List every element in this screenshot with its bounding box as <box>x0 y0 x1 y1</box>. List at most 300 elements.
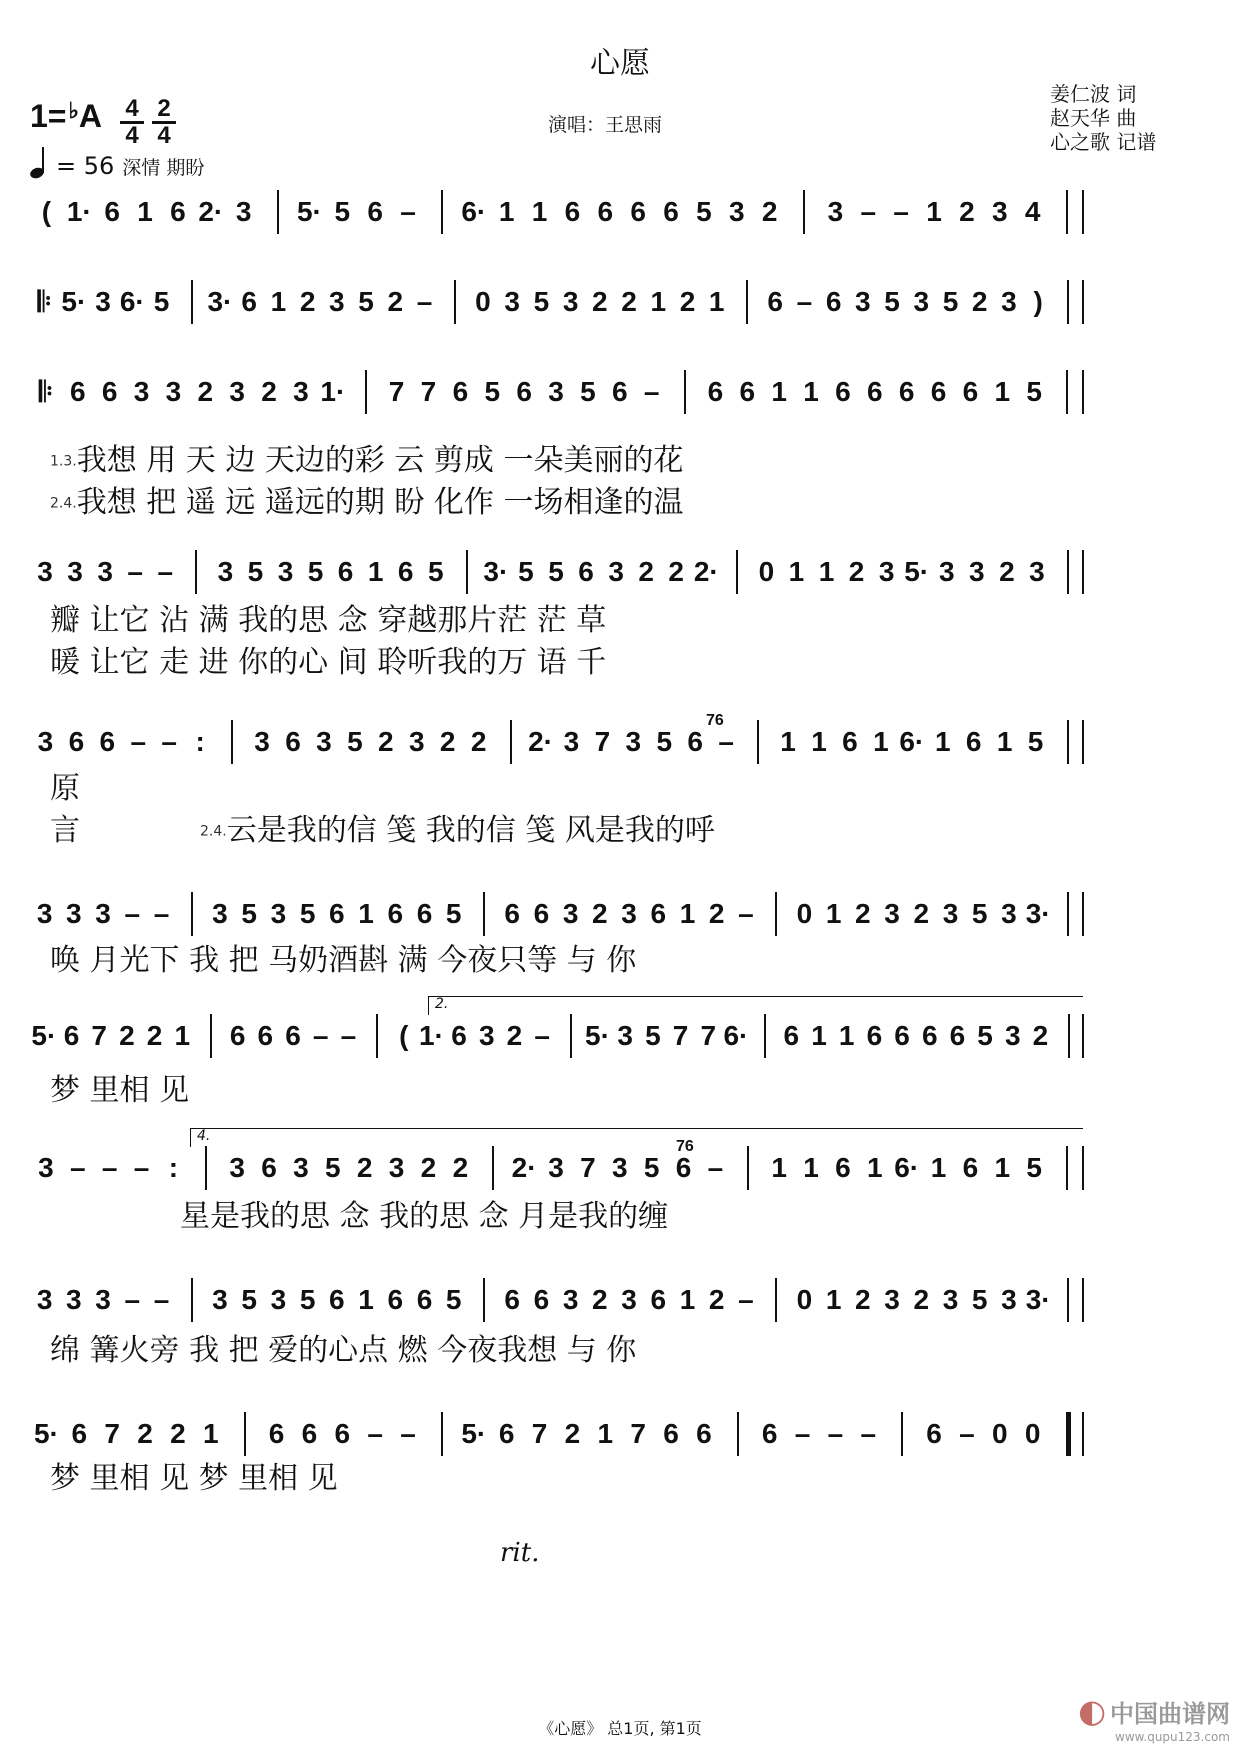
dash-extension: – <box>738 1284 754 1315</box>
lyric-line <box>50 486 683 521</box>
jianpu-note: 2· <box>198 196 224 227</box>
jianpu-note: 3 <box>95 1284 111 1315</box>
jianpu-note: 5 <box>884 286 900 317</box>
lyric-text: 唤 月光下 我 把 马奶酒斟 满 今夜只等 与 你 <box>50 943 637 978</box>
jianpu-note: 6 <box>597 196 614 227</box>
jianpu-note: 2 <box>356 1152 373 1183</box>
jianpu-note: 6 <box>498 1418 515 1449</box>
dash-extension: – <box>959 1418 975 1449</box>
lyric-line <box>50 814 80 848</box>
jianpu-note: 1 <box>803 376 819 407</box>
jianpu-note: 7 <box>420 376 437 407</box>
page-footer: 《心愿》 总1页, 第1页 <box>538 1719 702 1738</box>
jianpu-note: 5 <box>445 898 462 929</box>
jianpu-note: 2 <box>761 196 778 227</box>
barline <box>747 1146 749 1190</box>
jianpu-note: 3 <box>992 196 1008 227</box>
jianpu-note: 6 <box>663 196 679 227</box>
barline <box>376 1014 378 1058</box>
barline <box>736 550 738 594</box>
jianpu-note: 1 <box>994 376 1011 407</box>
jianpu-note: 2 <box>592 286 608 317</box>
jianpu-note: 3 <box>408 726 425 757</box>
jianpu-note: 6 <box>329 898 345 929</box>
dash-extension: – <box>796 286 813 317</box>
jianpu-note: 3 <box>37 726 54 757</box>
barline <box>483 1278 485 1322</box>
jianpu-note: 1 <box>771 1152 787 1183</box>
jianpu-note: 3 <box>254 726 270 757</box>
jianpu-note: 5 <box>241 898 257 929</box>
jianpu-note: 5 <box>299 898 316 929</box>
jianpu-note: 6 <box>229 1020 246 1051</box>
dash-extension: – <box>718 726 734 757</box>
jianpu-note: 0 <box>475 286 491 317</box>
dash-extension: – <box>707 1152 724 1183</box>
verse-number: 2.4. <box>200 823 227 840</box>
jianpu-note: 1 <box>650 286 667 317</box>
jianpu-note: 6 <box>367 196 383 227</box>
jianpu-note: 1 <box>358 1284 374 1315</box>
jianpu-note: 5 <box>942 286 959 317</box>
jianpu-note: 6 <box>334 1418 351 1449</box>
jianpu-note: 6 <box>866 376 883 407</box>
jianpu-note: 6 <box>696 1418 712 1449</box>
barline <box>570 1014 572 1058</box>
jianpu-note: 2 <box>119 1020 135 1051</box>
jianpu-note: 2 <box>708 1284 725 1315</box>
jianpu-note: 5· <box>296 196 322 227</box>
lyric-text: 梦 里相 见 <box>50 1073 190 1108</box>
dash-extension: – <box>124 898 141 929</box>
jianpu-note: 5 <box>645 1020 661 1051</box>
watermark: ◐ 中国曲谱网 www.qupu123.com <box>1078 1692 1230 1744</box>
dash-extension: – <box>161 726 177 757</box>
jianpu-note: 6 <box>783 1020 800 1051</box>
ritardando-mark: rit. <box>500 1538 540 1568</box>
barline <box>775 1278 777 1322</box>
jianpu-note: 7 <box>388 376 405 407</box>
jianpu-note: 3 <box>729 196 745 227</box>
lyric-text: 星是我的思 念 我的思 念 月是我的缠 <box>180 1199 669 1234</box>
jianpu-note: 6 <box>241 286 257 317</box>
lyric-line <box>180 1200 668 1234</box>
jianpu-note: 5 <box>325 1152 341 1183</box>
jianpu-note: 6 <box>675 1152 692 1183</box>
jianpu-note: 1· <box>320 376 346 407</box>
jianpu-note: 6 <box>416 898 433 929</box>
lyric-text: 我想 把 遥 远 遥远的期 盼 化作 一场相逢的温 <box>76 485 684 520</box>
jianpu-note: 2 <box>638 556 654 587</box>
volta-bracket-2 <box>428 996 1083 1015</box>
jianpu-note: 3 <box>316 726 332 757</box>
jianpu-note: 6 <box>261 1152 277 1183</box>
lyric-line <box>50 1074 189 1108</box>
jianpu-note: 6 <box>898 376 915 407</box>
dash-extension: – <box>367 1418 383 1449</box>
composer-credit: 赵天华 曲 <box>1050 106 1137 130</box>
jianpu-note: 6· <box>894 1152 920 1183</box>
dash-extension: – <box>416 286 433 317</box>
barline <box>454 280 456 324</box>
jianpu-note: 0 <box>758 556 775 587</box>
jianpu-note: 𝄆 <box>37 286 52 317</box>
dash-extension: – <box>860 1418 877 1449</box>
barline <box>1068 1014 1070 1058</box>
jianpu-note: 6 <box>416 1284 433 1315</box>
jianpu-note: 6 <box>930 376 947 407</box>
jianpu-note: 7 <box>594 726 611 757</box>
jianpu-note: 6 <box>949 1020 966 1051</box>
jianpu-note: 1 <box>934 726 951 757</box>
jianpu-note: 3 <box>293 376 309 407</box>
barline <box>757 720 759 764</box>
jianpu-note: 1 <box>926 196 942 227</box>
jianpu-note: 5· <box>585 1020 610 1051</box>
jianpu-note: 3 <box>235 196 252 227</box>
jianpu-note: 6 <box>965 726 982 757</box>
jianpu-note: 6 <box>285 1020 301 1051</box>
jianpu-note: 6 <box>767 286 783 317</box>
dash-extension: – <box>738 898 754 929</box>
barline <box>205 1146 207 1190</box>
barline <box>191 892 193 936</box>
jianpu-note: 5 <box>518 556 534 587</box>
jianpu-note: 3 <box>913 286 930 317</box>
verse-number: 1.3. <box>50 453 77 470</box>
jianpu-note: 6 <box>71 1418 88 1449</box>
jianpu-note: 3· <box>483 556 509 587</box>
jianpu-note: 3 <box>548 376 564 407</box>
jianpu-note: 3 <box>563 726 580 757</box>
jianpu-note: 6· <box>461 196 487 227</box>
jianpu-note: 5 <box>153 286 170 317</box>
grace-note-ornament: 76 <box>706 712 724 729</box>
jianpu-note: 1 <box>137 196 153 227</box>
jianpu-note: 1 <box>498 196 515 227</box>
barline <box>1082 720 1084 764</box>
dash-extension: – <box>133 1152 150 1183</box>
dash-extension: – <box>643 376 660 407</box>
jianpu-note: 3 <box>388 1152 405 1183</box>
barline <box>803 190 805 234</box>
lyric-text: 绵 篝火旁 我 把 爱的心点 燃 今夜我想 与 你 <box>50 1333 637 1368</box>
jianpu-note: 2· <box>528 726 553 757</box>
jianpu-note: 1 <box>811 1020 827 1051</box>
barline <box>1067 280 1069 324</box>
jianpu-note: 3 <box>229 1152 245 1183</box>
lyric-line <box>50 772 80 806</box>
jianpu-note: 6 <box>663 1418 679 1449</box>
jianpu-note: 6 <box>707 376 724 407</box>
jianpu-note: 1 <box>866 1152 883 1183</box>
jianpu-note: 6 <box>926 1418 942 1449</box>
jianpu-note: 6 <box>533 898 550 929</box>
jianpu-note: 3 <box>212 898 228 929</box>
jianpu-note: 7 <box>91 1020 107 1051</box>
flat-sign: ♭ <box>68 98 79 123</box>
jianpu-note: 6 <box>504 1284 520 1315</box>
jianpu-note: 6 <box>285 726 301 757</box>
jianpu-note: 3 <box>1001 898 1017 929</box>
jianpu-note: 5 <box>1026 1152 1042 1183</box>
jianpu-note: 6 <box>99 726 116 757</box>
barline <box>365 370 367 414</box>
jianpu-note: 3 <box>548 1152 564 1183</box>
jianpu-note: 5· <box>33 1418 59 1449</box>
jianpu-note: 2 <box>913 1284 930 1315</box>
jianpu-note: 2 <box>564 1418 581 1449</box>
dash-extension: – <box>860 196 877 227</box>
jianpu-note: 1 <box>930 1152 947 1183</box>
jianpu-note: 6 <box>650 898 667 929</box>
jianpu-note: 6 <box>337 556 354 587</box>
jianpu-note: 3 <box>1001 1284 1017 1315</box>
tempo-marking: = 56 深情 期盼 <box>30 152 204 180</box>
jianpu-note: 3 <box>884 898 900 929</box>
jianpu-note: 1 <box>270 286 287 317</box>
barline <box>1082 892 1084 936</box>
jianpu-note: 2 <box>439 726 456 757</box>
lyric-line <box>200 814 715 849</box>
jianpu-note: 6 <box>397 556 414 587</box>
jianpu-note: 2 <box>506 1020 523 1051</box>
jianpu-note: 6 <box>170 196 186 227</box>
jianpu-note: 2 <box>848 556 865 587</box>
jianpu-note: 5· <box>461 1418 487 1449</box>
jianpu-note: 1 <box>679 1284 696 1315</box>
jianpu-note: 3 <box>478 1020 495 1051</box>
lyric-text: 云是我的信 笺 我的信 笺 风是我的呼 <box>226 813 715 848</box>
barline <box>191 280 193 324</box>
jianpu-note: 3 <box>329 286 345 317</box>
jianpu-note: 5 <box>241 1284 257 1315</box>
jianpu-note: 6· <box>723 1020 749 1051</box>
jianpu-note: 6 <box>387 1284 404 1315</box>
jianpu-note: 3 <box>878 556 895 587</box>
barline <box>210 1014 212 1058</box>
jianpu-note: 3 <box>229 376 245 407</box>
barline <box>1066 1412 1071 1456</box>
jianpu-note: 2 <box>146 1020 163 1051</box>
jianpu-note: 4 <box>1024 196 1041 227</box>
jianpu-note: 6 <box>504 898 520 929</box>
jianpu-note: 2 <box>708 898 725 929</box>
jianpu-note: 6 <box>630 196 646 227</box>
barline <box>1067 892 1069 936</box>
jianpu-note: 5 <box>643 1152 660 1183</box>
jianpu-note: 3 <box>36 898 53 929</box>
time-signature-4-4: 4 4 <box>118 98 146 147</box>
jianpu-note: 3 <box>855 286 871 317</box>
dash-extension: – <box>127 556 143 587</box>
jianpu-note: 2 <box>679 286 696 317</box>
jianpu-note: 3 <box>827 196 844 227</box>
jianpu-note: 2 <box>470 726 487 757</box>
jianpu-note: 3 <box>942 898 959 929</box>
barline <box>901 1412 903 1456</box>
barline <box>1082 280 1084 324</box>
jianpu-note: 3 <box>942 1284 959 1315</box>
dash-extension: – <box>534 1020 550 1051</box>
jianpu-note: 2 <box>170 1418 186 1449</box>
jianpu-note: 2 <box>855 898 871 929</box>
jianpu-note: ( <box>399 1020 409 1051</box>
jianpu-note: 6 <box>268 1418 285 1449</box>
jianpu-note: 0 <box>992 1418 1008 1449</box>
jianpu-note: 3 <box>37 556 53 587</box>
jianpu-note: 6 <box>451 1020 467 1051</box>
jianpu-note: 6 <box>533 1284 550 1315</box>
jianpu-note: 3 <box>608 556 624 587</box>
barline <box>1082 190 1084 234</box>
jianpu-note: 2 <box>387 286 404 317</box>
barline <box>1067 720 1069 764</box>
volta-number: 2. <box>435 996 449 1012</box>
jianpu-note: 6 <box>70 376 86 407</box>
barline <box>1067 550 1069 594</box>
jianpu-note: 2 <box>999 556 1015 587</box>
barline <box>1066 370 1068 414</box>
jianpu-note: 5 <box>696 196 712 227</box>
jianpu-note: 3 <box>66 1284 82 1315</box>
jianpu-note: 3 <box>36 1284 53 1315</box>
page-title: 心愿 <box>590 46 650 81</box>
jianpu-note: 2 <box>959 196 975 227</box>
jianpu-note: 1 <box>679 898 696 929</box>
jianpu-note: 𝄆 <box>39 376 53 407</box>
jianpu-note: 2 <box>420 1152 437 1183</box>
jianpu-note: 5· <box>31 1020 57 1051</box>
lyric-line <box>50 604 606 638</box>
jianpu-note: 7 <box>630 1418 646 1449</box>
jianpu-note: 2 <box>137 1418 153 1449</box>
jianpu-note: 3 <box>38 1152 54 1183</box>
jianpu-note: 6 <box>104 196 120 227</box>
jianpu-note: 3 <box>1001 286 1017 317</box>
jianpu-note: 6 <box>842 726 858 757</box>
jianpu-note: 5 <box>347 726 363 757</box>
jianpu-note: 5 <box>358 286 374 317</box>
jianpu-note: 6 <box>825 286 842 317</box>
jianpu-note: 6 <box>452 376 469 407</box>
jianpu-note: 3 <box>562 1284 579 1315</box>
jianpu-note: 3 <box>938 556 955 587</box>
jianpu-note: : <box>168 1152 179 1183</box>
jianpu-note: 7 <box>580 1152 596 1183</box>
lyric-text: 我想 用 天 边 天边的彩 云 剪成 一朵美丽的花 <box>76 443 684 478</box>
jianpu-note: 6 <box>866 1020 883 1051</box>
jianpu-note: 1 <box>818 556 835 587</box>
expression-text: 深情 期盼 <box>122 157 205 179</box>
jianpu-note: : <box>195 726 205 757</box>
lyricist-credit: 姜仁波 词 <box>1050 82 1137 106</box>
barline <box>492 1146 494 1190</box>
jianpu-note: 3 <box>165 376 182 407</box>
jianpu-note: 2 <box>855 1284 871 1315</box>
jianpu-note: 7 <box>531 1418 548 1449</box>
jianpu-note: 6 <box>894 1020 910 1051</box>
jianpu-note: 5 <box>533 286 550 317</box>
jianpu-note: 1 <box>771 376 787 407</box>
jianpu-note: 1 <box>358 898 374 929</box>
jianpu-note: 2 <box>452 1152 469 1183</box>
jianpu-note: 3 <box>621 1284 637 1315</box>
jianpu-note: 3 <box>66 898 82 929</box>
key-note: A <box>78 98 102 134</box>
key-prefix: 1= <box>30 98 67 134</box>
jianpu-note: 5 <box>445 1284 462 1315</box>
grace-note-ornament: 76 <box>676 1138 694 1155</box>
jianpu-note: 1 <box>803 1152 819 1183</box>
jianpu-note: 5 <box>971 1284 988 1315</box>
jianpu-note: 3 <box>611 1152 628 1183</box>
barline <box>1082 550 1084 594</box>
dash-extension: – <box>153 898 170 929</box>
lyric-text: 原 <box>50 771 80 806</box>
jianpu-note: ( <box>41 196 52 227</box>
jianpu-note: 6· <box>119 286 145 317</box>
barline <box>764 1014 766 1058</box>
jianpu-note: 6 <box>329 1284 345 1315</box>
jianpu-note: 3 <box>95 898 111 929</box>
dash-extension: – <box>157 556 174 587</box>
jianpu-note: 5 <box>247 556 264 587</box>
jianpu-note: 6 <box>835 1152 851 1183</box>
barline <box>1082 1014 1084 1058</box>
barline <box>483 892 485 936</box>
jianpu-note: 0 <box>796 1284 813 1315</box>
jianpu-note: 0 <box>796 898 813 929</box>
jianpu-note: 6 <box>516 376 532 407</box>
jianpu-note: 6 <box>68 726 85 757</box>
jianpu-note: 3 <box>562 898 579 929</box>
jianpu-note: 1· <box>66 196 92 227</box>
jianpu-note: 5 <box>427 556 444 587</box>
jianpu-note: 3 <box>621 898 637 929</box>
jianpu-note: 2 <box>621 286 637 317</box>
jianpu-note: 2· <box>693 556 719 587</box>
barline <box>1082 1146 1084 1190</box>
lyric-line <box>50 1462 338 1496</box>
jianpu-note: 2· <box>511 1152 537 1183</box>
barline <box>737 1412 739 1456</box>
lyric-text: 梦 里相 见 梦 里相 见 <box>50 1461 338 1496</box>
jianpu-note: 3 <box>270 1284 287 1315</box>
jianpu-note: 3 <box>95 286 111 317</box>
lyric-text: 暖 让它 走 进 你的心 间 聆听我的万 语 千 <box>50 645 607 680</box>
jianpu-note: 3 <box>277 556 294 587</box>
jianpu-note: 6 <box>962 376 979 407</box>
jianpu-note: 5 <box>580 376 596 407</box>
jianpu-note: 3 <box>1004 1020 1021 1051</box>
dash-extension: – <box>400 1418 416 1449</box>
jianpu-note: 3 <box>969 556 985 587</box>
jianpu-note: 6· <box>899 726 925 757</box>
jianpu-note: ) <box>1033 286 1043 317</box>
jianpu-note: 1 <box>873 726 889 757</box>
jianpu-note: 5 <box>1027 726 1044 757</box>
jianpu-note: 2 <box>299 286 316 317</box>
jianpu-note: 6 <box>962 1152 979 1183</box>
barline <box>684 370 686 414</box>
verse-number: 2.4. <box>50 495 77 512</box>
jianpu-note: 1 <box>825 1284 842 1315</box>
jianpu-note: 1 <box>811 726 827 757</box>
jianpu-note: 6 <box>257 1020 274 1051</box>
barline <box>1082 1412 1084 1456</box>
lyric-text: 瓣 让它 沾 满 我的思 念 穿越那片茫 茫 草 <box>50 603 607 638</box>
